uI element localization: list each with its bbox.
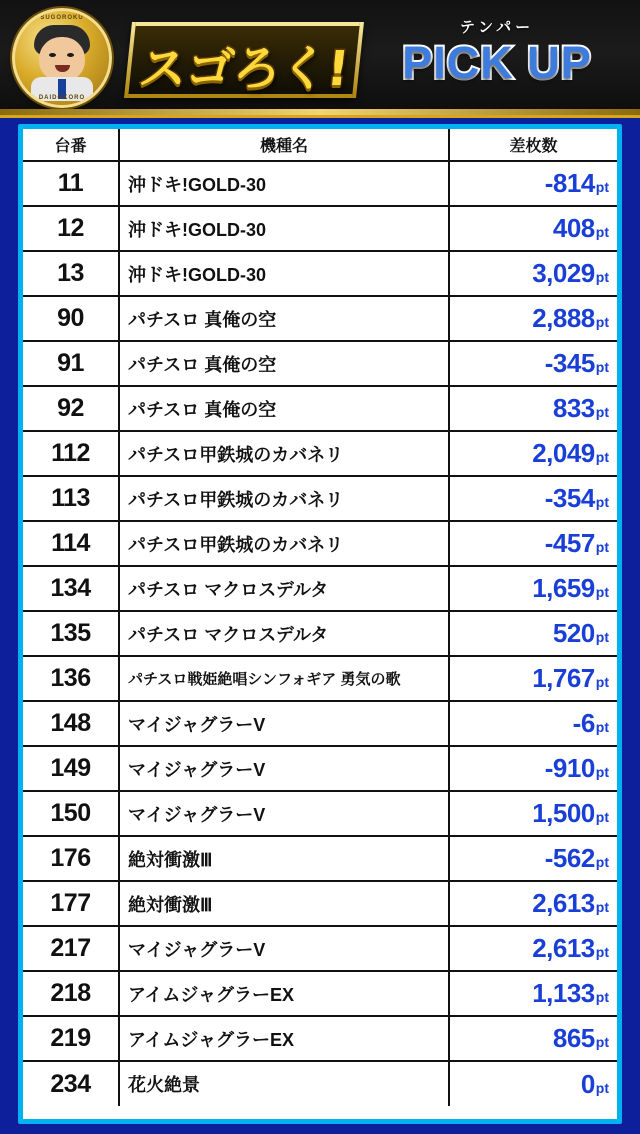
cell-machine-name: パチスロ マクロスデルタ [119,611,449,656]
table-row[interactable] [23,791,617,836]
cell-machine-no: 114 [23,521,119,566]
cell-machine-no: 92 [23,386,119,431]
diff-points-unit: pt [595,449,609,465]
table-row[interactable] [23,566,617,611]
results-table-container [18,124,622,1124]
diff-points-unit: pt [595,719,609,735]
diff-points-unit: pt [595,494,609,510]
cell-diff-points [449,161,617,206]
cell-diff-points [449,881,617,926]
mascot-badge [12,8,112,108]
table-row[interactable] [23,206,617,251]
diff-points-value: 833 [552,393,595,423]
diff-points-unit: pt [595,224,609,240]
diff-points-value: 0 [580,1068,595,1099]
cell-machine-name: マイジャグラーV [119,701,449,746]
cell-machine-name: 花火絶景 [119,1061,449,1106]
cell-machine-name: マイジャグラーV [119,746,449,791]
cell-machine-name: アイムジャグラーEX [119,1016,449,1061]
header-banner [0,0,640,118]
cell-machine-no: 217 [23,926,119,971]
cell-diff-points [449,476,617,521]
cell-diff-points [449,566,617,611]
pickup-main-text: PICK UP [402,37,592,88]
table-row[interactable] [23,1016,617,1061]
diff-points-value: -6 [572,708,595,738]
badge-bottom-text: DAIDOKORO [38,95,86,101]
sugoroku-logo [128,22,360,98]
cell-diff-points [449,1016,617,1061]
cell-machine-name: マイジャグラーV [119,791,449,836]
cell-machine-name: 絶対衝激Ⅲ [119,836,449,881]
cell-machine-no: 150 [23,791,119,836]
cell-diff-points [449,791,617,836]
diff-points-value: 2,049 [532,438,595,468]
diff-points-value: -910 [544,753,595,783]
cell-diff-points [449,386,617,431]
diff-points-unit: pt [595,629,609,645]
header-bottom-edge [0,109,640,115]
mascot-face-icon [25,23,99,97]
table-row[interactable] [23,701,617,746]
cell-machine-name: 沖ドキ!GOLD-30 [119,161,449,206]
diff-points-value: 2,888 [532,303,595,333]
table-row[interactable] [23,251,617,296]
cell-diff-points [449,206,617,251]
cell-machine-no: 12 [23,206,119,251]
cell-machine-no: 112 [23,431,119,476]
diff-points-value: 865 [552,1023,595,1053]
table-row[interactable] [23,386,617,431]
diff-points-unit: pt [595,1034,609,1050]
table-row[interactable] [23,656,617,701]
cell-machine-no: 113 [23,476,119,521]
cell-machine-no: 90 [23,296,119,341]
cell-machine-name: 沖ドキ!GOLD-30 [119,251,449,296]
diff-points-unit: pt [595,404,609,420]
cell-machine-no: 148 [23,701,119,746]
cell-machine-no: 11 [23,161,119,206]
diff-points-unit: pt [595,854,609,870]
table-row[interactable] [23,476,617,521]
diff-points-unit: pt [595,539,609,555]
table-row[interactable] [23,341,617,386]
table-body [23,161,617,1106]
table-row[interactable] [23,611,617,656]
cell-machine-no: 234 [23,1061,119,1106]
cell-diff-points [449,251,617,296]
cell-machine-no: 149 [23,746,119,791]
cell-machine-name: アイムジャグラーEX [119,971,449,1016]
cell-diff-points [449,971,617,1016]
logo-text: スゴろく! [136,41,351,97]
cell-machine-name: パチスロ 真俺の空 [119,386,449,431]
cell-diff-points [449,701,617,746]
diff-points-unit: pt [595,584,609,600]
table-row[interactable] [23,746,617,791]
cell-diff-points [449,431,617,476]
column-header-diff-points: 差枚数 [449,129,617,161]
diff-points-unit: pt [595,269,609,285]
cell-machine-no: 177 [23,881,119,926]
badge-top-text: SUGOROKU [40,15,84,21]
diff-points-unit: pt [595,674,609,690]
cell-machine-no: 136 [23,656,119,701]
diff-points-value: -814 [544,168,595,198]
diff-points-value: -354 [544,483,595,513]
diff-points-value: 408 [552,213,595,243]
cell-machine-name: パチスロ甲鉄城のカバネリ [119,476,449,521]
cell-machine-no: 219 [23,1016,119,1061]
cell-machine-no: 176 [23,836,119,881]
cell-machine-name: パチスロ 真俺の空 [119,296,449,341]
cell-machine-no: 13 [23,251,119,296]
cell-diff-points [449,341,617,386]
column-header-machine-name: 機種名 [119,129,449,161]
table-row[interactable] [23,1061,617,1106]
table-row[interactable] [23,926,617,971]
diff-points-value: -457 [544,528,595,558]
cell-machine-no: 134 [23,566,119,611]
cell-diff-points [449,1061,617,1106]
cell-machine-name: パチスロ マクロスデルタ [119,566,449,611]
diff-points-unit: pt [595,359,609,375]
diff-points-value: 1,767 [532,663,595,693]
diff-points-value: 1,133 [532,978,595,1008]
cell-diff-points [449,926,617,971]
diff-points-value: 1,500 [532,798,595,828]
cell-machine-name: 沖ドキ!GOLD-30 [119,206,449,251]
cell-diff-points [449,611,617,656]
column-header-machine-no: 台番 [23,129,119,161]
diff-points-value: 520 [552,618,595,648]
cell-machine-no: 135 [23,611,119,656]
table-row[interactable] [23,296,617,341]
diff-points-unit: pt [595,1079,609,1096]
diff-points-value: -345 [544,348,595,378]
table-row[interactable] [23,881,617,926]
table-row[interactable] [23,431,617,476]
cell-machine-name: パチスロ戦姫絶唱シンフォギア 勇気の歌 [119,656,449,701]
table-row[interactable] [23,971,617,1016]
diff-points-value: 3,029 [532,258,595,288]
diff-points-unit: pt [595,944,609,960]
diff-points-unit: pt [595,809,609,825]
table-header-row [23,129,617,161]
cell-machine-name: マイジャグラーV [119,926,449,971]
table-row[interactable] [23,161,617,206]
cell-diff-points [449,746,617,791]
cell-diff-points [449,836,617,881]
diff-points-unit: pt [595,899,609,915]
table-row[interactable] [23,836,617,881]
diff-points-value: -562 [544,843,595,873]
cell-machine-name: パチスロ甲鉄城のカバネリ [119,521,449,566]
cell-machine-no: 218 [23,971,119,1016]
cell-diff-points [449,521,617,566]
diff-points-value: 2,613 [532,888,595,918]
diff-points-unit: pt [595,314,609,330]
cell-diff-points [449,656,617,701]
diff-points-unit: pt [595,989,609,1005]
cell-machine-name: パチスロ甲鉄城のカバネリ [119,431,449,476]
cell-machine-name: 絶対衝激Ⅲ [119,881,449,926]
cell-diff-points [449,296,617,341]
diff-points-value: 2,613 [532,933,595,963]
pickup-title-block [368,14,626,106]
diff-points-value: 1,659 [532,573,595,603]
pickup-ruby-text: テンパー [459,19,535,36]
diff-points-unit: pt [595,179,609,195]
cell-machine-name: パチスロ 真俺の空 [119,341,449,386]
table-row[interactable] [23,521,617,566]
cell-machine-no: 91 [23,341,119,386]
results-table [23,129,617,1106]
diff-points-unit: pt [595,764,609,780]
